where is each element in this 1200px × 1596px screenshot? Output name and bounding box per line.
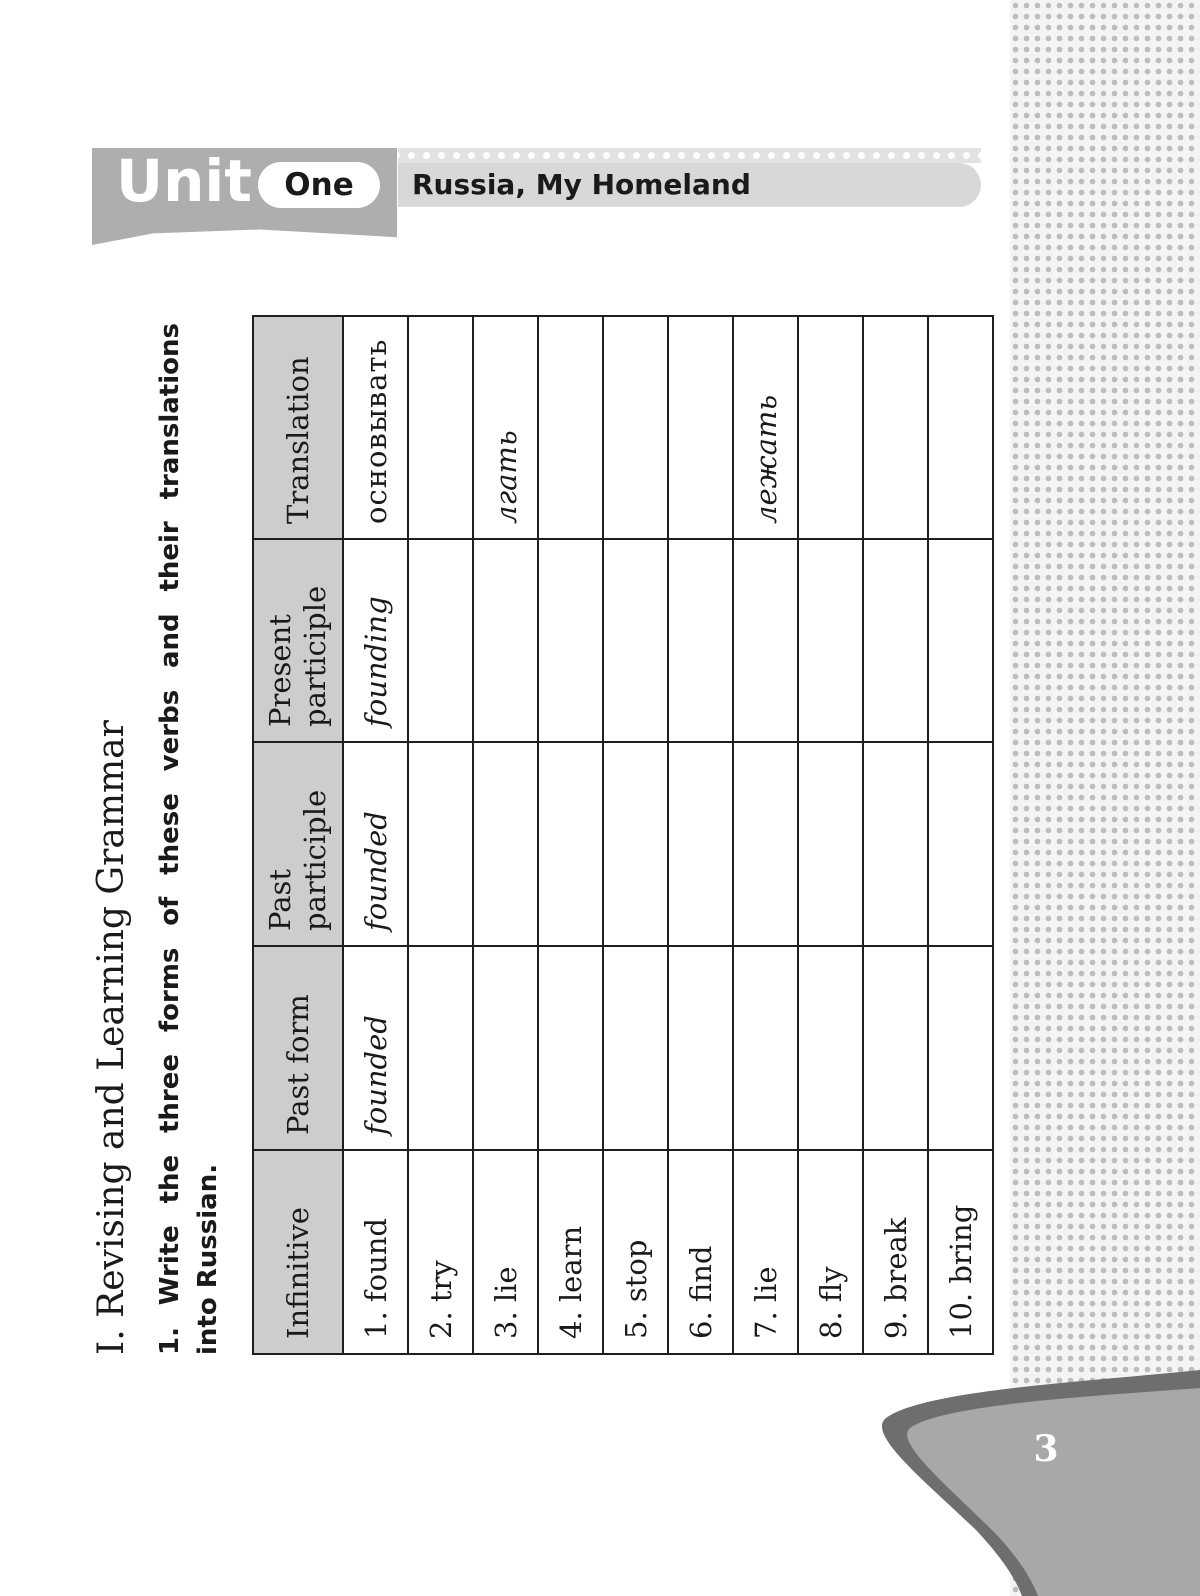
cell-present-participle — [538, 539, 603, 742]
table-header-row — [253, 316, 343, 1354]
cell-past-form — [473, 946, 538, 1150]
cell-infinitive: 2. try — [408, 1150, 473, 1354]
cell-past-participle — [928, 742, 993, 946]
cell-past-participle — [473, 742, 538, 946]
task-instruction-line-1: 1. Write the three forms of these verbs and their translations — [155, 323, 185, 1355]
cell-past-form — [863, 946, 928, 1150]
cell-translation — [408, 316, 473, 539]
cell-translation — [538, 316, 603, 539]
cell-present-participle — [668, 539, 733, 742]
cell-infinitive: 6. find — [668, 1150, 733, 1354]
cell-present-participle: founding — [343, 539, 408, 742]
cell-infinitive: 3. lie — [473, 1150, 538, 1354]
cell-past-form — [798, 946, 863, 1150]
cell-present-participle — [473, 539, 538, 742]
header-past-form: Past form — [253, 946, 343, 1150]
table-row — [668, 316, 733, 1354]
cell-present-participle — [798, 539, 863, 742]
cell-translation — [798, 316, 863, 539]
table-row — [798, 316, 863, 1354]
section-heading: I. Revising and Learning Grammar — [91, 720, 132, 1355]
cell-infinitive: 9. break — [863, 1150, 928, 1354]
cell-past-form — [733, 946, 798, 1150]
cell-present-participle — [603, 539, 668, 742]
unit-title: Russia, My Homeland — [412, 168, 751, 201]
rotated-exercise-area — [75, 305, 985, 1365]
cell-present-participle — [733, 539, 798, 742]
header-infinitive: Infinitive — [253, 1150, 343, 1354]
table-row — [603, 316, 668, 1354]
cell-present-participle — [863, 539, 928, 742]
dotted-strip — [398, 148, 981, 163]
cell-past-participle — [733, 742, 798, 946]
table-row — [473, 316, 538, 1354]
verb-forms-table — [252, 315, 994, 1355]
page-number-tab — [864, 1370, 1200, 1596]
task-instruction-line-2: into Russian. — [193, 1163, 223, 1355]
cell-infinitive: 8. fly — [798, 1150, 863, 1354]
cell-past-participle — [863, 742, 928, 946]
header-past-participle-line2: participle — [298, 789, 332, 931]
cell-infinitive: 7. lie — [733, 1150, 798, 1354]
cell-present-participle — [408, 539, 473, 742]
header-past-participle — [253, 742, 343, 946]
table-row — [863, 316, 928, 1354]
unit-number-pill: One — [258, 162, 380, 208]
cell-translation: лгать — [473, 316, 538, 539]
cell-past-form — [668, 946, 733, 1150]
header-present-participle-line1: Present — [263, 614, 298, 727]
cell-infinitive: 4. learn — [538, 1150, 603, 1354]
header-past-participle-line1: Past — [263, 868, 298, 931]
table-row — [538, 316, 603, 1354]
unit-word: Unit — [116, 147, 252, 215]
table-row — [343, 316, 408, 1354]
cell-past-participle — [603, 742, 668, 946]
halftone-margin — [1010, 0, 1200, 1596]
cell-infinitive: 1. found — [343, 1150, 408, 1354]
cell-past-participle: founded — [343, 742, 408, 946]
cell-infinitive: 5. stop — [603, 1150, 668, 1354]
cell-translation: основывать — [343, 316, 408, 539]
cell-translation: лежать — [733, 316, 798, 539]
table-row — [928, 316, 993, 1354]
cell-present-participle — [928, 539, 993, 742]
header-present-participle — [253, 539, 343, 742]
cell-translation — [668, 316, 733, 539]
header-translation: Translation — [253, 316, 343, 539]
cell-past-participle — [798, 742, 863, 946]
cell-past-form — [538, 946, 603, 1150]
cell-past-participle — [408, 742, 473, 946]
table-row — [408, 316, 473, 1354]
table-row — [733, 316, 798, 1354]
page-number: 3 — [1033, 1428, 1059, 1470]
cell-translation — [928, 316, 993, 539]
cell-past-form — [408, 946, 473, 1150]
cell-infinitive: 10. bring — [928, 1150, 993, 1354]
cell-translation — [863, 316, 928, 539]
cell-translation — [603, 316, 668, 539]
cell-past-participle — [538, 742, 603, 946]
header-present-participle-line2: participle — [298, 585, 332, 727]
cell-past-form — [928, 946, 993, 1150]
cell-past-form — [603, 946, 668, 1150]
cell-past-participle — [668, 742, 733, 946]
cell-past-form: founded — [343, 946, 408, 1150]
